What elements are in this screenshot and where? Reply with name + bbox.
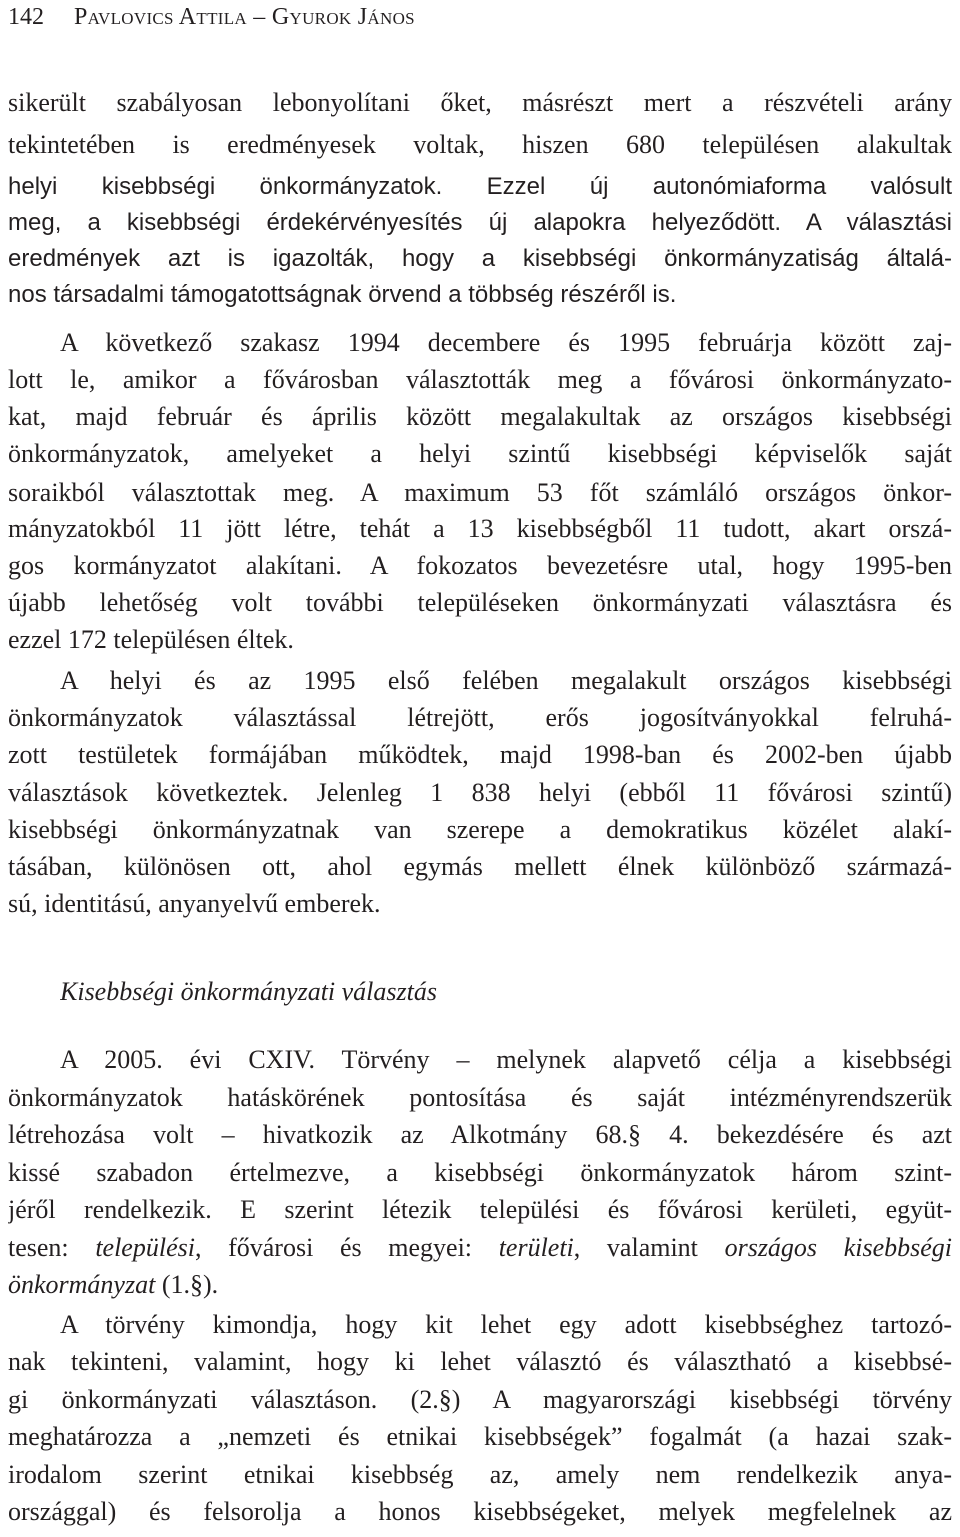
text-line: tásában, különösen ott, ahol egymás mellett élnek különböző származá- [8, 852, 952, 881]
text-line: kisebbségi önkormányzatnak van szerepe a demokratikus közélet alakí- [8, 815, 952, 844]
italic-term: területi [498, 1233, 574, 1262]
text-run: tesen: [8, 1233, 96, 1262]
text-line: sú, identitású, anyanyelvű emberek. [8, 889, 381, 918]
text-line: helyi kisebbségi önkormányzatok. Ezzel új autonómiaforma valósult [8, 173, 952, 200]
text-line: választások következtek. Jelenleg 1 838 helyi (ebből 11 fővárosi szintű) [8, 778, 952, 807]
italic-term: országos kisebbségi [724, 1233, 952, 1262]
text-line: nos társadalmi támogatottságnak örvend a többség részéről is. [8, 281, 677, 308]
text-line: gi önkormányzati választáson. (2.§) A magyarországi kisebbségi törvény [8, 1385, 952, 1414]
italic-term: települési [95, 1233, 195, 1262]
text-line: kissé szabadon értelmezve, a kisebbségi önkormányzatok három szint- [8, 1158, 952, 1187]
text-line: újabb lehetőség volt további településeken önkormányzati választásra és [8, 588, 952, 617]
text-line: lott le, amikor a fővárosban választották meg a fővárosi önkormányzato- [8, 365, 952, 394]
text-line: jéről rendelkezik. E szerint létezik települési és fővárosi kerületi, együt- [8, 1195, 952, 1224]
text-line: irodalom szerint etnikai kisebbség az, amely nem rendelkezik anya- [8, 1460, 952, 1489]
text-run: , valamint [573, 1233, 725, 1262]
text-line: eredmények azt is igazolták, hogy a kisebbségi önkormányzatiság általá- [8, 245, 952, 272]
text-line-mixed [8, 1227, 952, 1269]
running-head [8, 2, 415, 32]
text-line: önkormányzatok, amelyeket a helyi szintű kisebbségi képviselők saját [8, 439, 952, 468]
text-line: meg, a kisebbségi érdekérvényesítés új alapokra helyeződött. A választási [8, 209, 952, 236]
text-line: önkormányzatok választással létrejött, erős jogosítványokkal felruhá- [8, 703, 952, 732]
text-line: ezzel 172 településen éltek. [8, 625, 294, 654]
text-line: létrehozása volt – hivatkozik az Alkotmány 68.§ 4. bekezdésére és azt [8, 1120, 952, 1149]
text-line: A 2005. évi CXIV. Törvény – melynek alapvető célja a kisebbségi [60, 1045, 952, 1074]
text-line: nak tekinteni, valamint, hogy ki lehet választó és választható a kisebbsé- [8, 1347, 952, 1376]
text-line: országgal) és felsorolja a honos kisebbségeket, melyek megfelelnek az [8, 1497, 952, 1526]
italic-term: önkormányzat [8, 1270, 156, 1299]
running-head-authors: Pavlovics Attila – Gyurok János [74, 4, 415, 30]
text-run: , fővárosi és megyei: [194, 1233, 499, 1262]
text-line: mányzatokból 11 jött létre, tehát a 13 kisebbségből 11 tudott, akart orszá- [8, 514, 952, 543]
text-run: (1.§). [155, 1270, 219, 1299]
text-line: önkormányzatok hatáskörének pontosítása és saját intézményrendszerük [8, 1083, 952, 1112]
text-line: kat, majd február és április között megalakultak az országos kisebbségi [8, 402, 952, 431]
text-line: sikerült szabályosan lebonyolítani őket, másrészt mert a részvételi arány [8, 88, 952, 117]
text-line: soraikból választottak meg. A maximum 53 főt számláló országos önkor- [8, 478, 952, 507]
text-line-mixed [8, 1264, 952, 1306]
section-heading: Kisebbségi önkormányzati választás [60, 977, 437, 1006]
text-line: tekintetében is eredményesek voltak, hiszen 680 településen alakultak [8, 130, 952, 159]
text-line: A törvény kimondja, hogy kit lehet egy adott kisebbséghez tartozó- [60, 1310, 952, 1339]
text-line: gos kormányzatot alakítani. A fokozatos bevezetésre utal, hogy 1995-ben [8, 551, 952, 580]
text-line: meghatározza a „nemzeti és etnikai kisebbségek” fogalmát (a hazai szak- [8, 1422, 952, 1451]
text-line: A következő szakasz 1994 decembere és 1995 februárja között zaj- [60, 328, 952, 357]
text-line: zott testületek formájában működtek, majd 1998-ban és 2002-ben újabb [8, 740, 952, 769]
text-line: A helyi és az 1995 első felében megalakult országos kisebbségi [60, 666, 952, 695]
page-number: 142 [8, 4, 44, 30]
